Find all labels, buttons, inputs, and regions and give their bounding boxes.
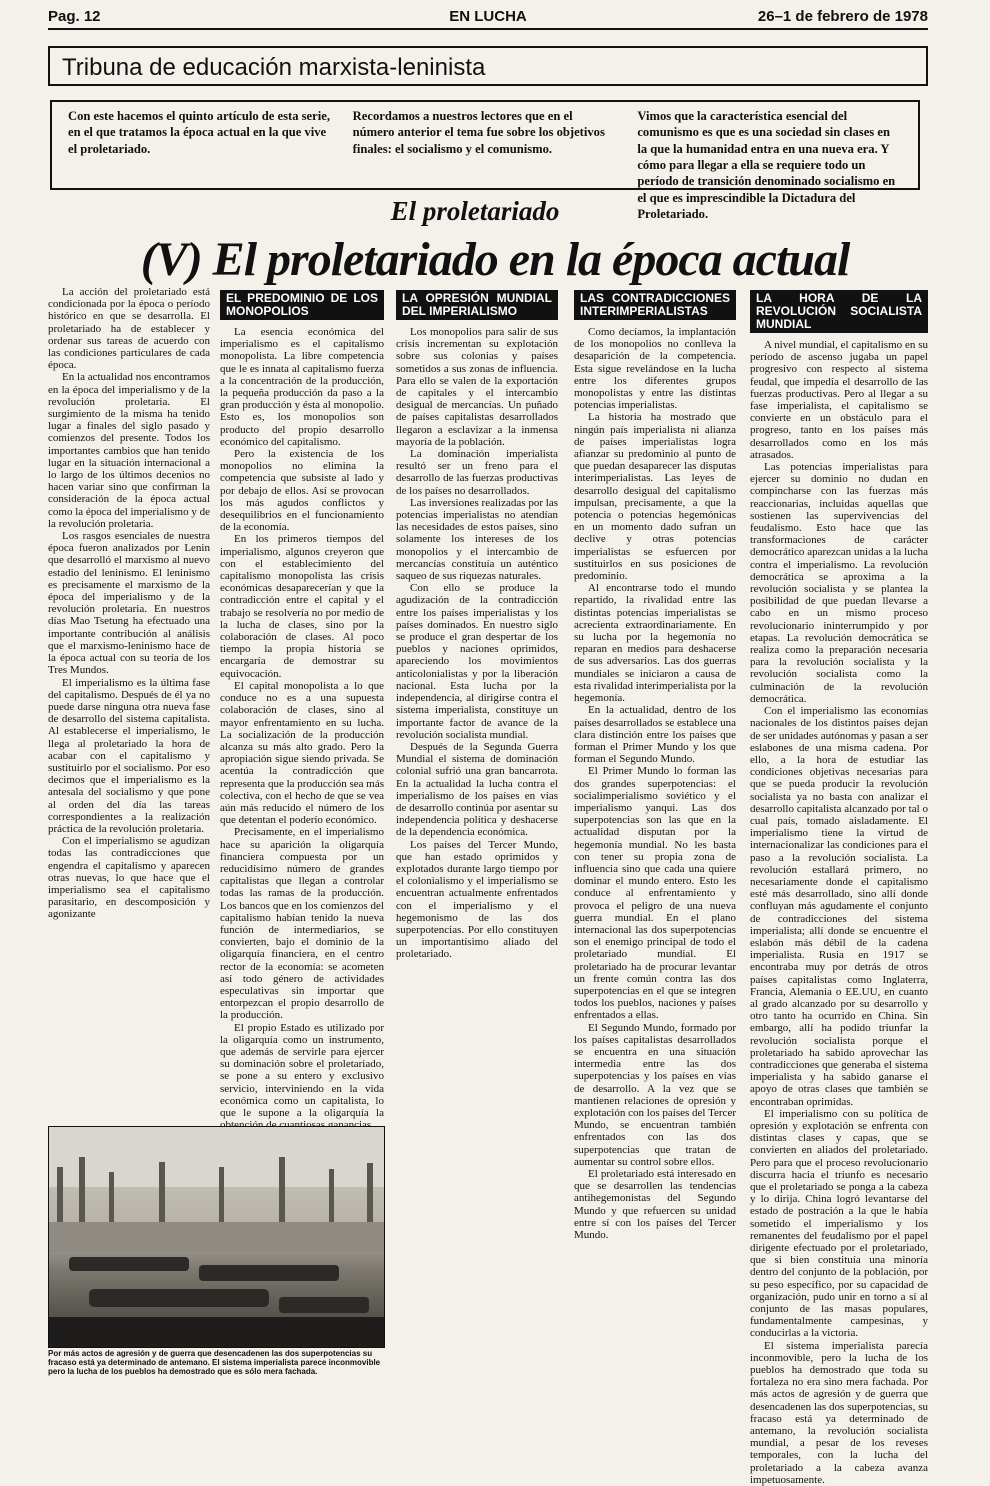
paragraph: Los países del Tercer Mundo, que han estado oprimidos y explotados durante largo tiempo por el colonialismo y el imperialismo se encuentran actualmente enfrentados con el imperialismo y el hegemonismo de las dos superpotencias. Por ello constituyen un importantísimo aliado del proletariado.	[396, 838, 558, 961]
military-parade-illustration	[49, 1127, 384, 1347]
paragraph: Pero la existencia de los monopolios no elimina la competencia que subsiste al lado y por debajo de ellos. Así se provocan los más agudos conflictos y desequilibrios en el funcionamiento de la economía.	[220, 448, 384, 534]
article-column-3	[396, 286, 558, 1396]
article-column-2	[220, 286, 385, 1119]
subhead-revolucion: LA HORA DE LA REVOLUCIÓN SOCIALISTA MUNDIAL	[750, 290, 928, 333]
paragraph: Después de la Segunda Guerra Mundial el sistema de dominación colonial sufrió una gran bancarrota. En la actualidad la lucha contra el imperialismo de los países en vías de desarrollo continúa por asentar su independencia política y deshacerse de la dependencia económica.	[396, 740, 558, 839]
article-kicker: El proletariado	[390, 196, 560, 226]
intro-paragraph: Con este hacemos el quinto artículo de esta serie, en el que tratamos la época actual en la que vive el proletariado.	[68, 109, 330, 156]
paragraph: La dominación imperialista resultó ser un freno para el desarrollo de las fuerzas productivas de los países no desarrollados.	[396, 448, 558, 497]
paragraph: El Primer Mundo lo forman las dos grandes superpotencias: el socialimperialismo soviético y el imperialismo yanqui. Las dos superpotencias son las que en la actualidad disputan por la hegemonía mundial. No les basta con tener su propia zona de influencia sino que cada una quiere dominar el mundo entero. Esto les conduce al enfrentamiento y provoca el peligro de una nueva guerra mundial. En el plano internacional las dos superpotencias son el enemigo principal de todo el proletariado mundial. El proletariado ha de procurar levantar un frente común contra las dos superpotencias en el que se integren todos los pueblos, naciones y países enfrentados a ellas.	[574, 765, 736, 1022]
paragraph: Los rasgos esenciales de nuestra época fueron analizados por Lenin que desarrolló el marxismo al nuevo estadio del leninismo. El leninismo es precisamente el marxismo de la época del imperialismo y de la revolución proletaria. En nuestros días Mao Tsetung ha efectuado una importante contribución al análisis que el marxismo-leninismo hace de la época actual con su teoría de los Tres Mundos.	[48, 530, 210, 677]
paragraph: Las inversiones realizadas por las potencias imperialistas no atendían las necesidades de estos países, sino solamente los intereses de los monopolios y el intercambio de mercancías constituía un auténtico saqueo de sus riquezas naturales.	[396, 496, 558, 583]
paragraph: La acción del proletariado está condicionada por la época o período histórico en que se desarrolla. El proletariado ha de establecer y ordenar sus tareas de acuerdo con las condiciones particulares de cada época.	[48, 286, 210, 372]
paragraph: Las potencias imperialistas para ejercer su dominio no dudan en compincharse con las fuerzas más reaccionarias, incluidas aquellas que sostienen las supervivencias del feudalismo. Esto hace que las transformaciones de carácter democrático aparezcan unidas a la lucha contra el imperialismo. La revolución democrática se aproxima a la revolución socialista y se plantea la posibilidad de que puedan llevarse a cabo en un mismo proceso revolucionario ininterrumpido y por etapas. La revolución democrática se realiza como la preparación necesaria para la revolución socialista y la revolución socialista como la culminación de la revolución democrática.	[750, 461, 928, 705]
intro-paragraph: Recordamos a nuestros lectores que en el número anterior el tema fue sobre los objetivos finales: el socialismo y el comunismo.	[352, 109, 605, 156]
paragraph: Al encontrarse todo el mundo repartido, la rivalidad entre las distintas potencias imperialistas se acrecienta extraordinariamente. En su lucha por la hegemonía no reparan en medios para deshacerse de sus adversarios. Las dos guerras mundiales se iniciaron a causa de esta rivalidad interimperialista por la hegemonía.	[574, 582, 736, 705]
article-column-5	[750, 286, 928, 1486]
intro-box	[50, 100, 920, 222]
paragraph: Con el imperialismo se agudizan todas las contradicciones que engendra el capitalismo y aparecen otras nuevas, lo que hace que el imperialismo sea el capitalismo parasitario, en descomposición y agonizante	[48, 835, 210, 921]
paragraph: Los monopolios para salir de sus crisis incrementan su explotación sobre sus colonias y países sometidos a sus zonas de influencia. Para ello se valen de la exportación de capitales y el intercambio desigual de mercancías. Un puñado de países capitalistas desarrollados llegaron a esclavizar a la inmensa mayoría de la población.	[396, 326, 558, 448]
article-body	[48, 286, 928, 1486]
article-column-4	[574, 286, 736, 1396]
intro-paragraph: Vimos que la característica esencial del comunismo es que es una sociedad sin clases en la que la humanidad entra en una nueva era. Y cómo para llegar a ella se requiere todo un período de transición denominado socialismo en el que es imprescindible la Dictadura del Proletariado.	[637, 109, 896, 222]
paragraph: El capital monopolista a lo que conduce no es a una supuesta colaboración de clases, sino al mayor enfrentamiento en su lucha. La socialización de la producción alcanza su más alto grado. Pero la apropiación sigue siendo privada. Se acentúa la contradicción que representa que la producción sea más colectiva, con el hecho de que se vea aún más reducido el número de los que detentan el poderío económico.	[220, 679, 385, 827]
paragraph: En la actualidad nos encontramos en la época del imperialismo y de la revolución proletaria. El surgimiento de la misma ha tenido lugar a finales del siglo pasado y comienzos del presente. Todos los importantes cambios que han tenido lugar en la situación internacional a lo largo de los últimos decenios no hacen variar sino que confirman la consideración de la época actual como la época del imperialismo y de la revolución proletaria.	[48, 371, 210, 530]
page-header	[48, 6, 928, 28]
subhead-opresion: LA OPRESIÓN MUNDIAL DEL IMPERIALISMO	[396, 290, 558, 320]
paragraph: En los primeros tiempos del imperialismo, algunos creyeron que con el establecimiento del capitalismo monopolista las crisis económicas desaparecerían y que la contradicción entre el capital y el trabajo se resolvería no por medio de la lucha de clases, sino por la colaboración de clases. Al poco tiempo la propia historia se encargaría de demostrar su equivocación.	[220, 533, 384, 680]
intro-col-2	[353, 108, 618, 182]
paragraph: El propio Estado es utilizado por la oligarquía como un instrumento, que además de servirle para ejercer su dominación sobre el proletariado, se pone a su entero y exclusivo servicio, interviniendo en la vida económica como un capitalista, lo que le supone a la oligarquía la	[220, 1021, 384, 1119]
paragraph: En la actualidad, dentro de los países desarrollados se establece una clara distinción entre los países que forman el Primer Mundo y los que forman el Segundo Mundo.	[574, 704, 736, 766]
issue-date: 26–1 de febrero de 1978	[757, 8, 928, 25]
paragraph: La esencia económica del imperialismo es el capitalismo monopolista. La libre competencia que le es innata al capitalismo fuerza a la concentración de la producción, la pequeña producción da paso a la gran producción y ésta al monopolio. Esto es, los monopolios son producto del propio desarrollo económico del capitalismo.	[220, 326, 384, 448]
page-number: Pag. 12	[48, 8, 101, 25]
paragraph: Con el imperialismo las economías nacionales de los distintos países dejan de ser unidades autónomas y pasan a ser eslabones de una misma cadena. Por ello, a la hora de estudiar las condiciones objetivas necesarias para que se pueda producir la revolución socialista ya no basta con analizar el desarrollo capitalista alcanzado por tal o cual país, tomado aisladamente. El imperialismo tiene la virtud de internacionalizar las condiciones para el paso a la revolución socialista. La revolución estallará primero, no necesariamente donde el capitalismo esté más desarrollado, sino allí donde confluyan más agudamente el conjunto de contradicciones del sistema imperialista; allí donde se encuentre el eslabón más débil de la cadena imperialista. Rusia en 1917 se encontraba muy por detrás de otros países capitalistas como Inglaterra, Francia, Alemania o EE.UU, en cuanto al grado alcanzado por su desarrollo y otro tanto ha ocurrido en China. Sin embargo, allí ha podido triunfar la revolución socialista porque el proletariado ha sabido aprovechar las contradicciones que generaba el sistema imperialista y ha sabido ganarse el apoyo de otras clases que también se encontraban oprimidas.	[750, 705, 928, 1108]
header-rule	[48, 28, 928, 30]
paragraph: La historia ha mostrado que ningún país imperialista ni alianza de países imperialistas logra afianzar su predominio al punto de que puedan desaparecer las disputas interimperialistas. Las leyes de desarrollo desigual del capitalismo impulsan, precisamente, a que la potencia o potencias hegemónicas en un momento dado sufran un declive y otras potencias imperialistas se esfuercen por sustituirlos en sus posiciones de predominio.	[574, 411, 736, 583]
article-column-1	[48, 286, 210, 921]
paragraph: El imperialismo con su política de opresión y explotación se enfrenta con distintas clases y capas, que se convierten en aliados del proletariado. Pero para que el proceso revolucionario discurra hacia el triunfo es necesario que el proletariado se ponga a la cabeza y lo dirija. China logró levantarse del estado de postración a la que le había sometido el imperialismo y los remanentes del feudalismo por el papel dirigente efectuado por el proletariado, que si bien constituía una minoría dentro del conjunto de la población, por su peso específico, por su capacidad de organización, pudo unir en torno a sí al conjunto de las masas populares, fundamentalmente campesinas, y conducirlas a la victoria.	[750, 1107, 928, 1340]
paragraph: Con ello se produce la agudización de la contradicción entre los países imperialistas y los países dominados. En nuestro siglo se produce el gran despertar de los pueblos y naciones oprimidos, apareciendo los movimientos anticolonialistas y por la liberación nacional. Esta lucha por la independencia, al dirigirse contra el sistema imperialista, constituye un importante factor de avance de la revolución socialista mundial.	[396, 582, 558, 741]
section-title: Tribuna de educación marxista-leninista	[48, 46, 928, 86]
paragraph: El proletariado está interesado en que se desarrollen las tendencias antihegemonistas del Segundo Mundo y que refuercen su unidad entre sí con los países del Tercer Mundo.	[574, 1168, 736, 1242]
paragraph: El Segundo Mundo, formado por los países capitalistas desarrollados se encuentra en una situación intermedia entre las dos superpotencias y los países en vías de desarrollo. A la vez que se mantienen relaciones de opresión y explotación con los países del Tercer Mundo, se encuentran también enfrentados con las dos superpotencias que tratan de aumentar su control sobre ellos.	[574, 1021, 736, 1168]
paragraph: Como decíamos, la implantación de los monopolios no conlleva la desaparición de la competencia. Esta sigue revelándose en la lucha entre los diferentes grupos monopolistas y entre las distintas potencias imperialistas.	[574, 326, 736, 412]
paragraph: El imperialismo es la última fase del capitalismo. Después de él ya no puede darse ninguna otra nueva fase de desarrollo del sistema capitalista. Al establecerse el imperialismo, le llega al proletariado la hora de acabar con el capitalismo y sustituirlo por el socialismo. Por eso decimos que el imperialismo es la antesala del socialismo y que pone al orden del día las tareas correspondientes a la realización práctica de la revolución proletaria.	[48, 676, 210, 835]
paragraph: Precisamente, en el imperialismo hace su aparición la oligarquía financiera compuesta por un reducidísimo número de grandes capitalistas que llegan a controlar todas las ramas de la producción. Los bancos que en los comienzos del capitalismo habían tenido la nueva función de intermediarios, se convierten, bajo el dominio de la oligarquía financiera, en el centro rector de la economía: se acometen así todo género de actividades especulativas sin importar que entorpezcan el propio desarrollo de la producción.	[220, 826, 384, 1022]
paragraph: El sistema imperialista parecía inconmovible, pero la lucha de los pueblos ha demostrado que toda su fortaleza no era sino mera fachada. Por más actos de agresión y de guerra que desencadenen las dos superpotencias, su fracaso está ya determinado de antemano, la revolución socialista mundial, a pesar de los reveses temporales, con la lucha del proletariado a la cabeza avanza impetuosamente.	[750, 1339, 928, 1486]
subhead-monopolios: EL PREDOMINIO DE LOS MONOPOLIOS	[220, 290, 384, 320]
article-headline: (V) El proletariado en la época actual	[140, 233, 850, 286]
intro-col-1	[68, 108, 333, 182]
intro-col-3	[637, 108, 902, 222]
photo-caption: Por más actos de agresión y de guerra que desencadenen las dos superpotencias su fracaso está ya determinado de antemano. El sistema imperialista parece inconmovible pero la lucha de los pueblos ha demostrado que es sólo mera fachada.	[48, 1349, 381, 1376]
parade-photo	[48, 1126, 385, 1348]
subhead-contradicciones: LAS CONTRADICCIONES INTERIMPERIALISTAS	[574, 290, 736, 320]
newspaper-name: EN LUCHA	[449, 8, 527, 25]
paragraph: A nivel mundial, el capitalismo en su período de ascenso jugaba un papel progresivo con respecto al sistema feudal, que impedía el desarrollo de las fuerzas productivas. Pero al llegar a su fase imperialista, el capitalismo se convierte en un obstáculo para el progreso, tanto en los países más desarrollados como en los más atrasados.	[750, 339, 928, 461]
